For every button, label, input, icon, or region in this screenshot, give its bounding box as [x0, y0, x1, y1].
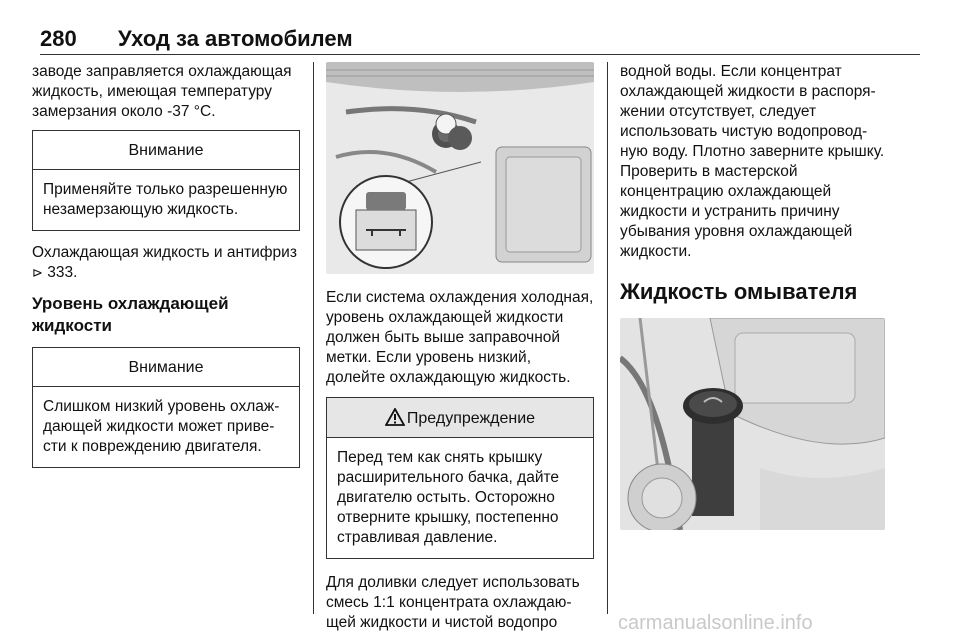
coolant-level-paragraph: Если система охлаждения холодная, уровень охлаждающей жидкости должен быть выше заправочной метки. Если уровень низкий, долейте охлаждающую жидкость.	[326, 289, 594, 386]
cross-reference-icon: ⊳	[32, 265, 43, 280]
antifreeze-text: Охлаждающая жидкость и антифриз	[32, 244, 297, 261]
antifreeze-page-ref[interactable]: 333.	[47, 264, 78, 281]
section-heading: Уровень охлаждающей жидкости	[32, 294, 229, 335]
column-divider	[313, 62, 314, 614]
warning-title	[327, 398, 593, 438]
notice-title: Внимание	[33, 348, 299, 387]
coolant-mix-paragraph: Для доливки следует использовать смесь 1:1 концентрата охлаждающей жидкости и чистой водопро	[326, 574, 580, 631]
washer-fluid-illustration	[620, 318, 885, 530]
page-header	[40, 26, 920, 52]
warning-body: Перед тем как снять крышку расширительного бачка, дайте двигателю остыть. Осторожно отверните крышку, постепенно стравливая давление.	[337, 449, 560, 546]
coolant-continued-paragraph: водной воды. Если концентрат охлаждающей жидкости в распоряжении отсутствует, следует использовать чистую водопроводную воду. Плотно заверните крышку. Проверить в мастерской концентрацию охлаждающей жидкости и устранить причину убывания уровня охлаждающей жидкости.	[620, 63, 885, 260]
notice-box	[32, 347, 300, 468]
column-2	[326, 62, 594, 633]
watermark: carmanualsonline.info	[618, 612, 813, 634]
warning-box	[326, 397, 594, 559]
intro-paragraph: заводе заправляется охлаждающая жидкость, имеющая температуру замерзания около -37 °C.	[32, 63, 292, 120]
warning-triangle-icon	[385, 408, 405, 426]
notice-body: Слишком низкий уровень охлаждающей жидкости может привести к повреждению двигателя.	[43, 398, 280, 455]
coolant-reservoir-illustration	[326, 62, 594, 274]
notice-body: Применяйте только разрешенную незамерзающую жидкость.	[43, 181, 288, 218]
header-rule	[40, 54, 920, 55]
washer-reservoir-drawing	[620, 318, 885, 530]
section-heading-washer: Жидкость омывателя	[620, 279, 858, 304]
page-number: 280	[40, 26, 77, 51]
column-divider	[607, 62, 608, 614]
antifreeze-paragraph	[32, 243, 300, 283]
notice-title: Внимание	[33, 131, 299, 170]
column-1	[32, 62, 300, 468]
notice-box	[32, 130, 300, 231]
engine-bay-drawing	[326, 62, 594, 274]
warning-title-text: Предупреждение	[406, 410, 536, 427]
column-3	[620, 62, 888, 530]
page-title: Уход за автомобилем	[118, 26, 353, 51]
